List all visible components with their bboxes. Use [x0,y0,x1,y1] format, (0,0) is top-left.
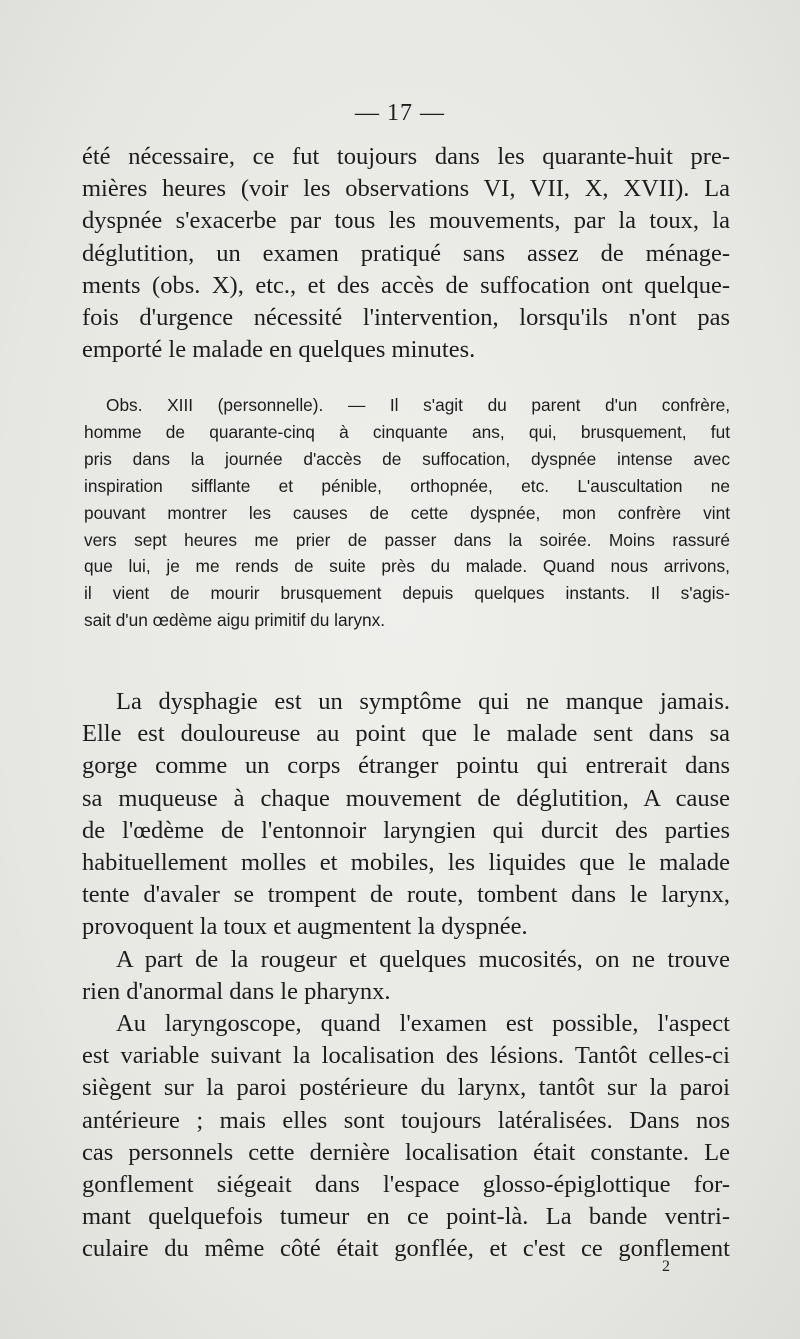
text-line: mant quelquefois tumeur en ce point-là. La bande ventri- [82,1203,730,1231]
signature-mark: 2 [662,1258,670,1275]
text-line: sa muqueuse à chaque mouvement de déglutition, A cause [82,784,730,812]
text-line: antérieure ; mais elles sont toujours latéralisées. Dans nos [82,1106,730,1134]
paragraph-dysphagia [82,686,730,944]
text-line: dyspnée s'exacerbe par tous les mouvements, par la toux, la [82,207,730,235]
text-line: cas personnels cette dernière localisation était constante. Le [82,1138,730,1166]
text-line: culaire du même côté était gonflée, et c'est ce gonflement [82,1235,730,1263]
text-line: été nécessaire, ce fut toujours dans les quarante-huit pre- [82,143,730,170]
text-line: habituellement molles et mobiles, les liquides que le malade [82,849,730,877]
text-line: tente d'avaler se trompent de route, tombent dans le larynx, [82,881,730,909]
text-line: que lui, je me rends de suite près du malade. Quand nous arrivons, [84,556,730,577]
paragraph-laryngoscope [82,1008,730,1266]
text-line: de l'œdème de l'entonnoir laryngien qui durcit des parties [82,816,730,844]
text-line: inspiration sifflante et pénible, orthopnée, etc. L'auscultation ne [84,475,730,496]
text-line: mières heures (voir les observations VI, VII, X, XVII). La [82,175,730,203]
text-line: déglutition, un examen pratiqué sans assez de ménage- [82,239,730,267]
text-line: emporté le malade en quelques minutes. [82,336,476,364]
text-line: pouvant montrer les causes de cette dyspnée, mon confrère vint [84,502,730,523]
text-line: fois d'urgence nécessité l'intervention, lorsqu'ils n'ont pas [82,304,730,332]
text-line: il vient de mourir brusquement depuis quelques instants. Il s'agis- [84,583,730,604]
paragraph-dyspnea [82,141,730,366]
text-line: gonflement siégeait dans l'espace glosso-épiglottique for- [82,1171,730,1199]
text-line: rien d'anormal dans le pharynx. [82,978,391,1006]
text-line: provoquent la toux et augmentent la dyspnée. [82,913,528,941]
text-line: sait d'un œdème aigu primitif du larynx. [84,610,386,631]
text-line: Elle est douloureuse au point que le malade sent dans sa [82,720,730,748]
text-line: A part de la rougeur et quelques mucosités, on ne trouve [116,946,730,973]
paragraph-pharynx [82,944,730,1008]
text-line: homme de quarante-cinq à cinquante ans, qui, brusquement, fut [84,421,730,442]
text-line: ments (obs. X), etc., et des accès de suffocation ont quelque- [82,271,730,299]
text-line: vers sept heures me prier de passer dans la soirée. Moins rassuré [84,529,730,550]
text-line: Obs. XIII (personnelle). — Il s'agit du parent d'un confrère, [106,395,730,415]
text-line: siègent sur la paroi postérieure du larynx, tantôt sur la paroi [82,1074,730,1102]
text-line: gorge comme un corps étranger pointu qui entrerait dans [82,752,730,780]
observation-xiii [84,392,730,634]
text-line: La dysphagie est un symptôme qui ne manque jamais. [116,688,730,715]
text-line: Au laryngoscope, quand l'examen est possible, l'aspect [116,1010,730,1037]
text-line: est variable suivant la localisation des lésions. Tantôt celles-ci [82,1042,730,1070]
page-number: — 17 — [355,100,445,126]
text-line: pris dans la journée d'accès de suffocation, dyspnée intense avec [84,448,730,469]
